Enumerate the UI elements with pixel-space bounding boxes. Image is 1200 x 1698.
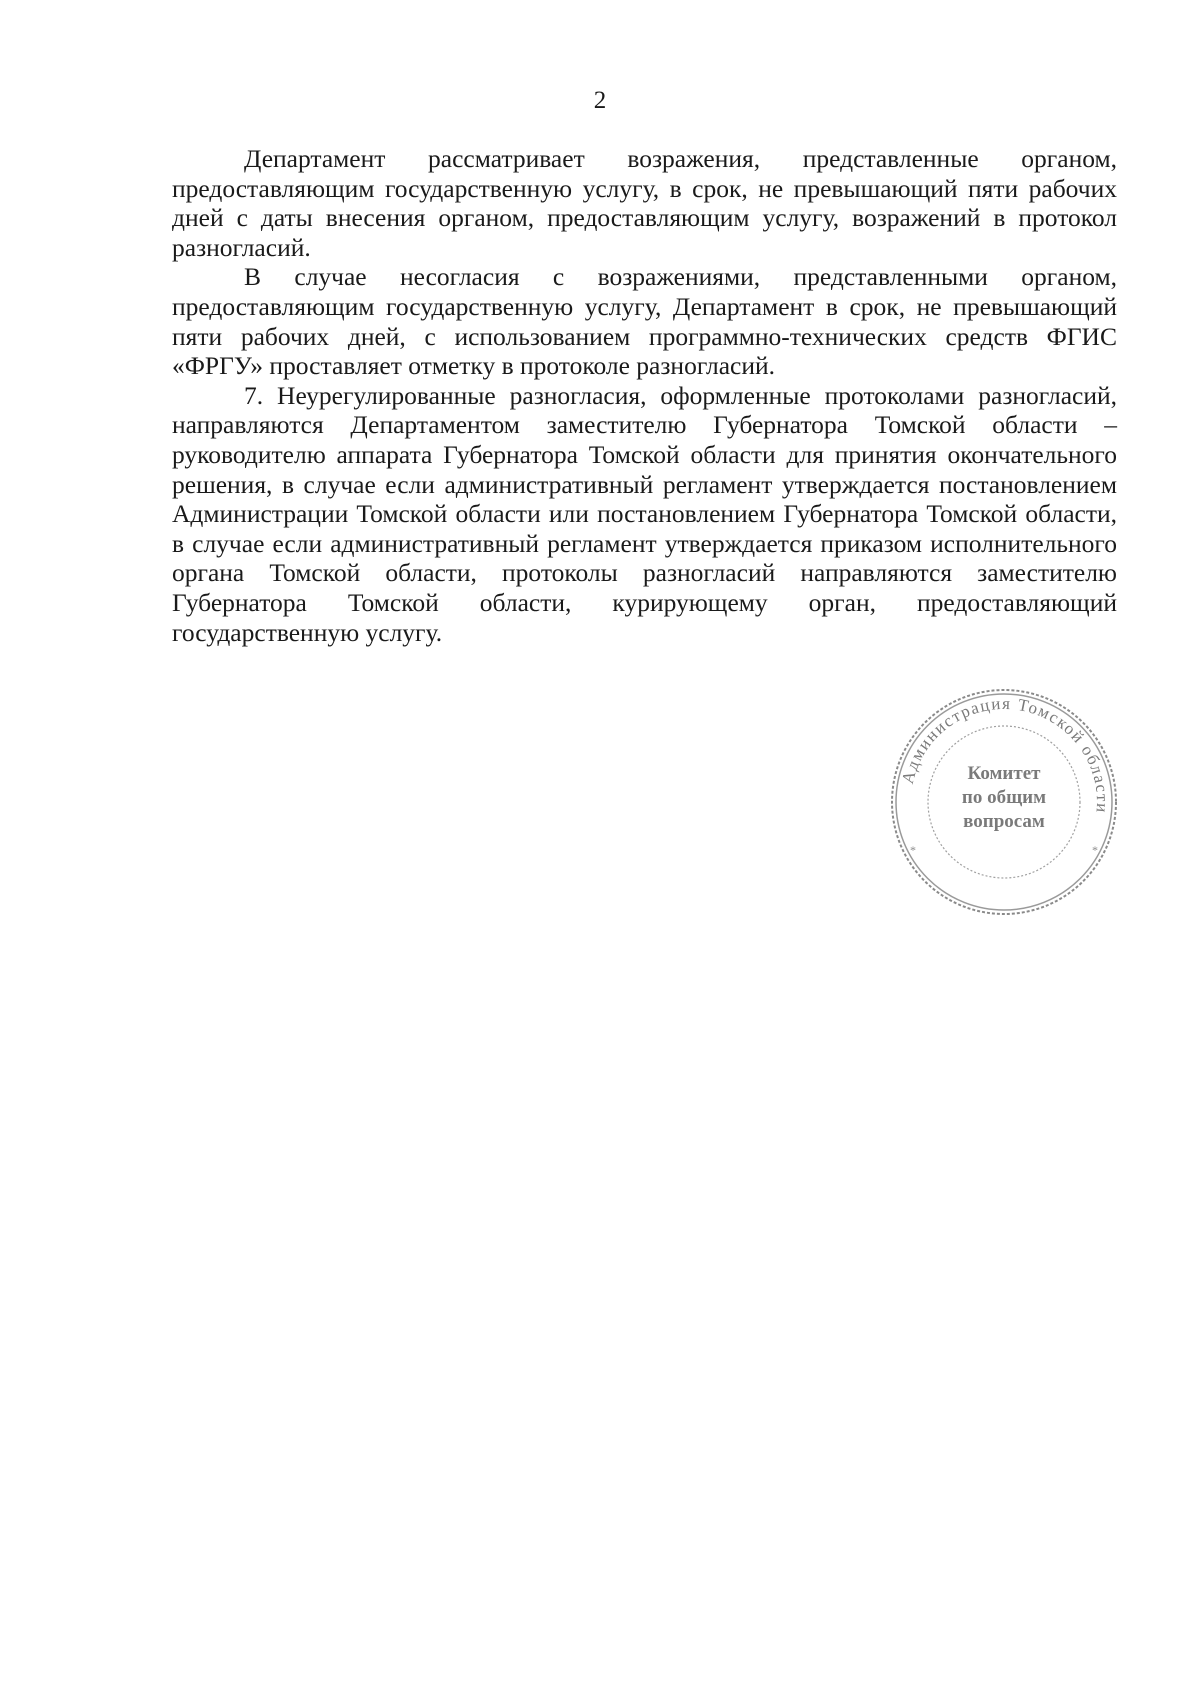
paragraph-unresolved-disagreements: 7. Неурегулированные разногласия, оформленные протоколами разногласий, направляются Департаментом заместителю Губернатора Томской области – руководителю аппарата Губернатора Томской области для принятия окончательного решения, в случае если административный регламент утверждается постановлением Администрации Томской области или постановлением Губернатора Томской области, в случае если административный регламент утверждается приказом исполнительного органа Томской области, протоколы разногласий направляются заместителю Губернатора Томской области, курирующему орган, предоставляющий государственную услугу. <box>172 380 1117 647</box>
paragraph-disagreement-mark: В случае несогласия с возражениями, представленными органом, предоставляющим государственную услугу, Департамент в срок, не превышающий пяти рабочих дней, с использованием программно-технических средств ФГИС «ФРГУ» проставляет отметку в протоколе разногласий. <box>172 262 1117 381</box>
stamp-star-left: * <box>910 843 916 857</box>
stamp-center-line-2: по общим <box>961 787 1047 808</box>
document-body <box>172 144 1117 647</box>
stamp-ring-text: Администрация Томской области <box>897 693 1113 815</box>
official-stamp <box>888 686 1120 918</box>
page-number: 2 <box>593 87 607 114</box>
stamp-center-line-3: вопросам <box>963 811 1045 832</box>
stamp-center-line-1: Комитет <box>967 763 1041 784</box>
paragraph-objections-review: Департамент рассматривает возражения, представленные органом, предоставляющим государственную услугу, в срок, не превышающий пяти рабочих дней с даты внесения органом, предоставляющим услугу, возражений в протокол разногласий. <box>172 144 1117 262</box>
stamp-star-right: * <box>1092 843 1098 857</box>
